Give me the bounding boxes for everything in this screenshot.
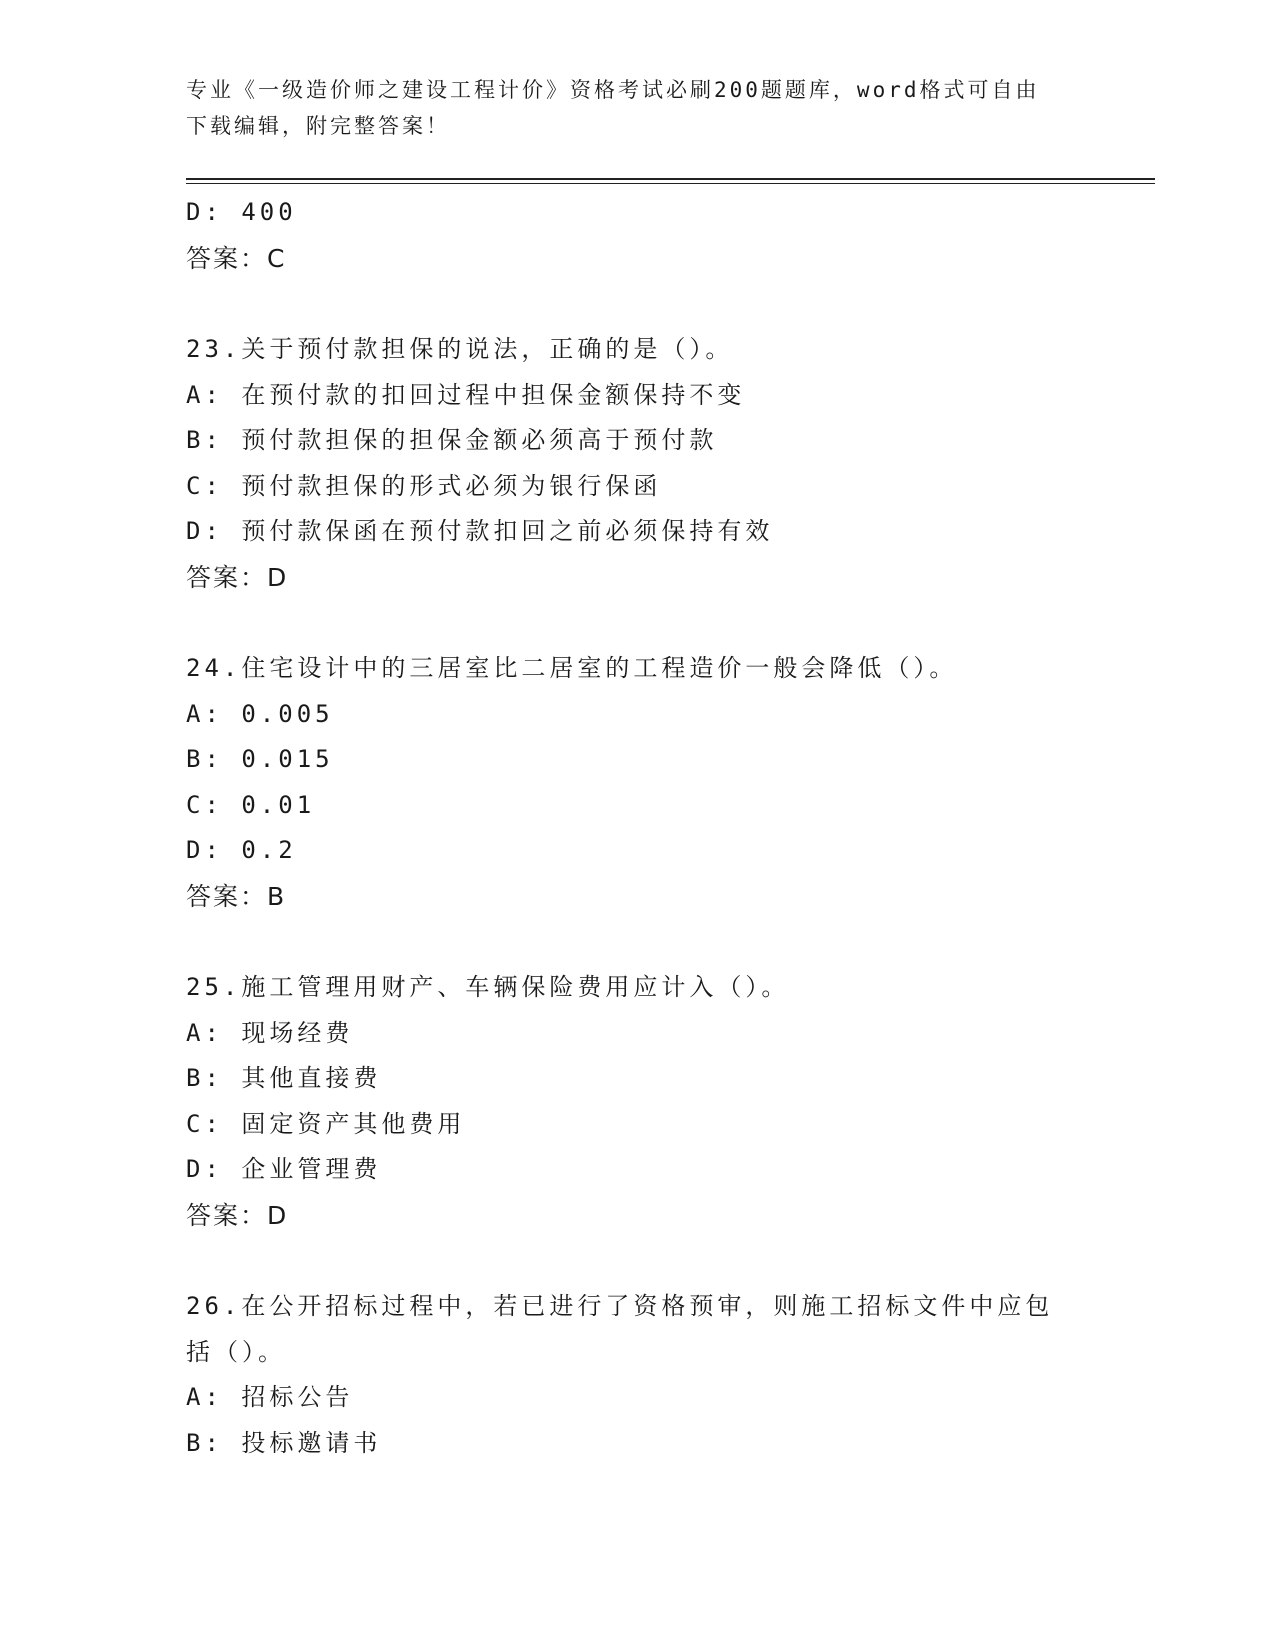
- option-a: A: 在预付款的扣回过程中担保金额保持不变: [186, 380, 746, 409]
- question-25: [186, 965, 1086, 1238]
- question-24: [186, 646, 1086, 919]
- option-b: B: 其他直接费: [186, 1064, 382, 1092]
- option-c: C: 固定资产其他费用: [186, 1109, 466, 1138]
- option-a: A: 招标公告: [186, 1383, 354, 1411]
- option-c: C: 预付款担保的形式必须为银行保函: [186, 471, 662, 500]
- question-gap: [186, 1238, 1086, 1284]
- question-stem: 24.住宅设计中的三居室比二居室的工程造价一般会降低（）。: [186, 654, 958, 682]
- question-content: [186, 190, 1086, 1466]
- answer-line: 答案：D: [186, 562, 289, 592]
- option-d: D: 400: [186, 198, 297, 226]
- question-26: [186, 1284, 1086, 1466]
- answer-line: 答案：C: [186, 243, 287, 273]
- question-stem: 25.施工管理用财产、车辆保险费用应计入（）。: [186, 973, 790, 1001]
- option-d: D: 0.2: [186, 836, 297, 864]
- question-stem: 23.关于预付款担保的说法，正确的是（）。: [186, 335, 734, 363]
- question-stem-line-1: 26.在公开招标过程中，若已进行了资格预审，则施工招标文件中应包: [186, 1292, 1054, 1320]
- header-title-line-1: 专业《一级造价师之建设工程计价》资格考试必刷200题题库，word格式可自由: [186, 78, 1040, 102]
- question-stem-line-2: 括（）。: [186, 1337, 286, 1366]
- option-a: A: 现场经费: [186, 1018, 354, 1047]
- question-gap: [186, 919, 1086, 965]
- option-d: D: 预付款保函在预付款扣回之前必须保持有效: [186, 517, 774, 545]
- document-header: [186, 72, 1076, 144]
- question-23: [186, 327, 1086, 600]
- answer-line: 答案：B: [186, 881, 287, 911]
- option-c: C: 0.01: [186, 790, 316, 819]
- header-title-line-2: 下载编辑，附完整答案！: [186, 114, 450, 138]
- header-divider-thick: [186, 178, 1155, 180]
- question-gap: [186, 281, 1086, 327]
- header-divider-thin: [186, 183, 1155, 184]
- question-gap: [186, 600, 1086, 646]
- option-b: B: 投标邀请书: [186, 1428, 382, 1457]
- option-b: B: 预付款担保的担保金额必须高于预付款: [186, 426, 718, 454]
- answer-line: 答案：D: [186, 1200, 289, 1230]
- option-a: A: 0.005: [186, 699, 334, 728]
- option-d: D: 企业管理费: [186, 1155, 382, 1183]
- option-b: B: 0.015: [186, 745, 334, 773]
